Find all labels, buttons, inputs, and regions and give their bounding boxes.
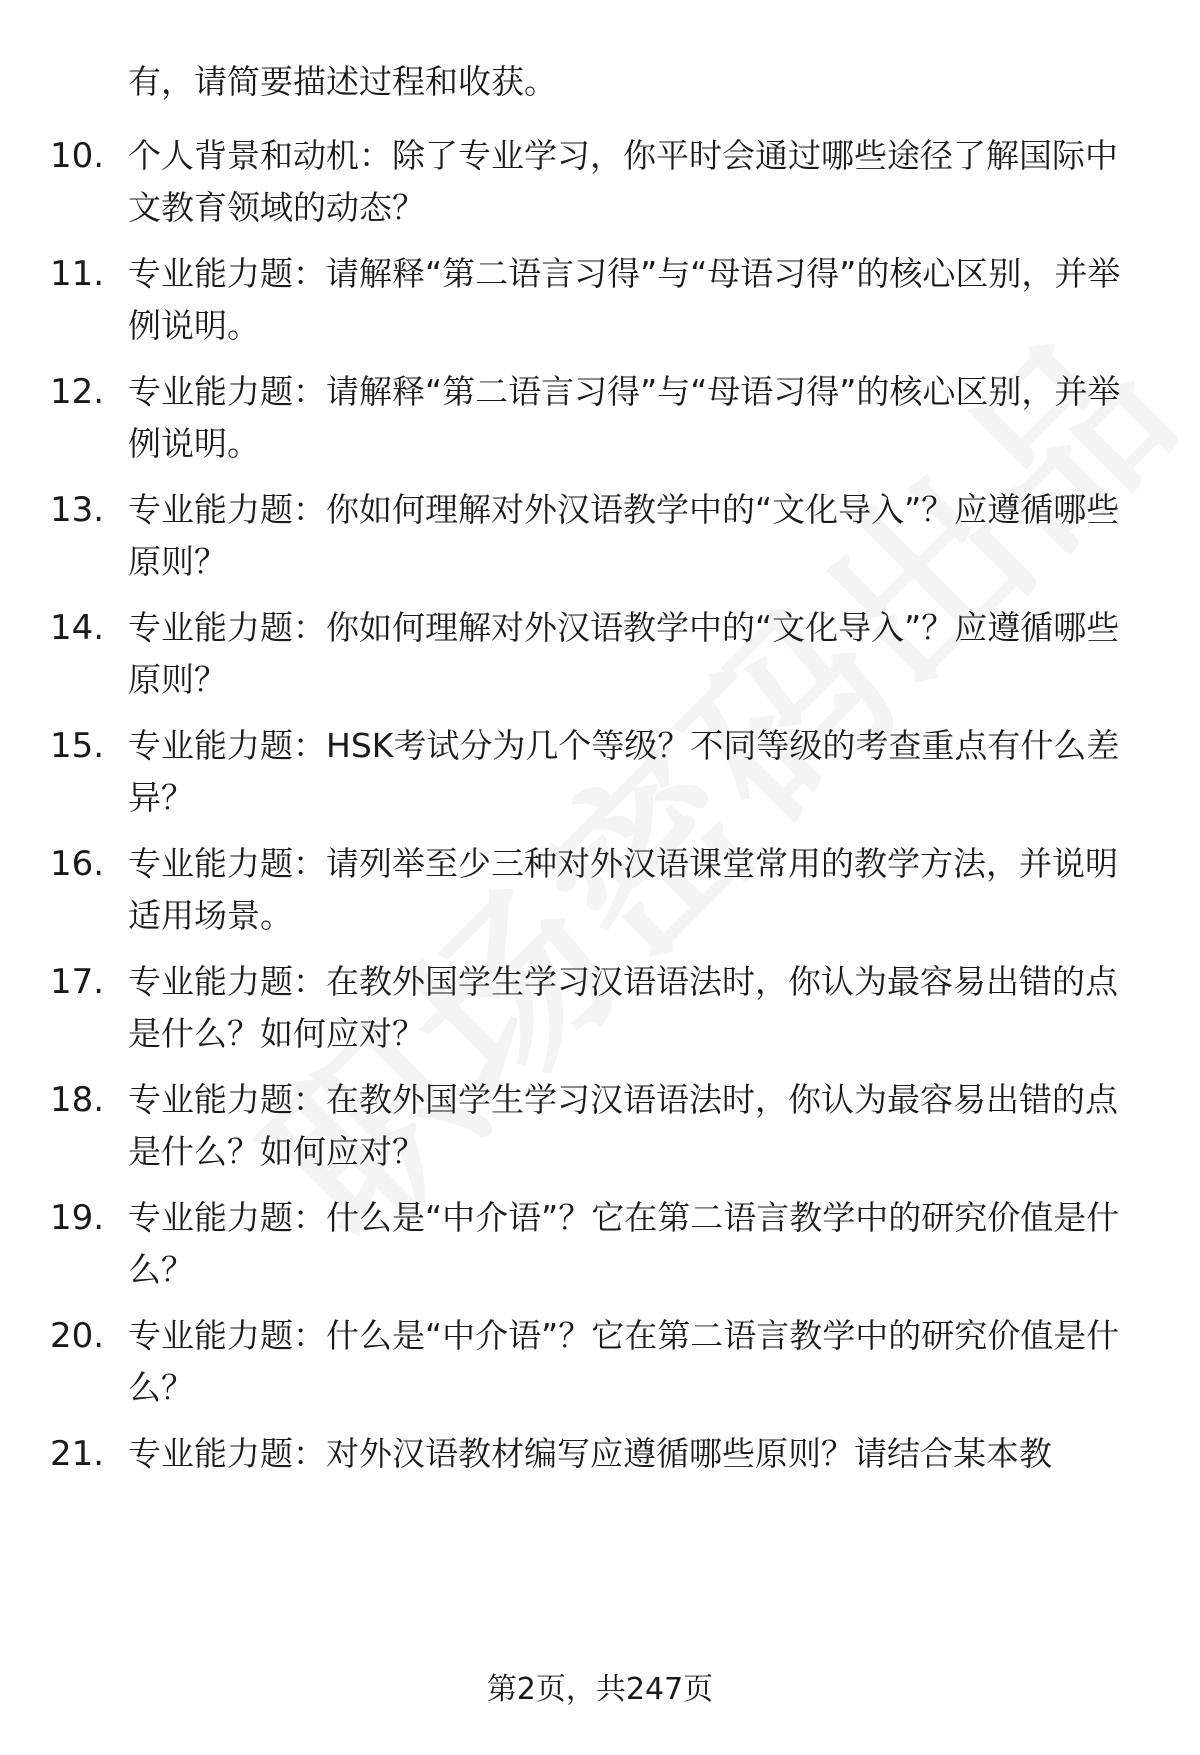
question-text: 专业能力题：请解释“第二语言习得”与“母语习得”的核心区别，并举例说明。: [128, 372, 1121, 463]
list-item: [0, 720, 1200, 830]
question-number: 19.: [50, 1198, 105, 1238]
question-text: 专业能力题：在教外国学生学习汉语语法时，你认为最容易出错的点是什么？如何应对？: [128, 962, 1118, 1053]
question-text: 专业能力题：请列举至少三种对外汉语课堂常用的教学方法，并说明适用场景。: [128, 844, 1118, 935]
question-number: 21.: [50, 1434, 105, 1474]
question-text: 专业能力题：在教外国学生学习汉语语法时，你认为最容易出错的点是什么？如何应对？: [128, 1080, 1118, 1171]
question-number: 16.: [50, 844, 105, 884]
question-text: 专业能力题：你如何理解对外汉语教学中的“文化导入”？应遵循哪些原则？: [128, 490, 1120, 581]
question-number: 11.: [50, 254, 105, 294]
question-number: 17.: [50, 962, 105, 1002]
list-item: [0, 1310, 1200, 1420]
list-item: [0, 838, 1200, 948]
question-text: 专业能力题：请解释“第二语言习得”与“母语习得”的核心区别，并举例说明。: [128, 254, 1121, 345]
question-text: 专业能力题：HSK考试分为几个等级？不同等级的考查重点有什么差异？: [128, 726, 1120, 817]
question-number: 14.: [50, 608, 105, 648]
question-number: 13.: [50, 490, 105, 530]
page-footer: 第2页，共247页: [486, 1672, 714, 1707]
list-item: [0, 130, 1200, 240]
list-item: [0, 1192, 1200, 1302]
question-number: 10.: [50, 136, 105, 176]
list-item: [0, 1074, 1200, 1184]
question-text: 专业能力题：什么是“中介语”？它在第二语言教学中的研究价值是什么？: [128, 1316, 1120, 1407]
question-number: 12.: [50, 372, 105, 412]
list-item: [0, 1428, 1200, 1488]
list-item: [0, 484, 1200, 594]
question-text: 专业能力题：对外汉语教材编写应遵循哪些原则？请结合某本教: [128, 1434, 1052, 1473]
list-item: [0, 248, 1200, 358]
question-text: 专业能力题：你如何理解对外汉语教学中的“文化导入”？应遵循哪些原则？: [128, 608, 1120, 699]
list-item: [0, 602, 1200, 712]
question-number: 18.: [50, 1080, 105, 1120]
question-number: 20.: [50, 1316, 105, 1356]
list-item: [0, 366, 1200, 476]
question-text: 专业能力题：什么是“中介语”？它在第二语言教学中的研究价值是什么？: [128, 1198, 1120, 1289]
question-text: 个人背景和动机：除了专业学习，你平时会通过哪些途径了解国际中文教育领域的动态？: [128, 136, 1118, 227]
continuation-text: 有，请简要描述过程和收获。: [128, 62, 557, 101]
question-number: 15.: [50, 726, 105, 766]
list-item: [0, 956, 1200, 1066]
